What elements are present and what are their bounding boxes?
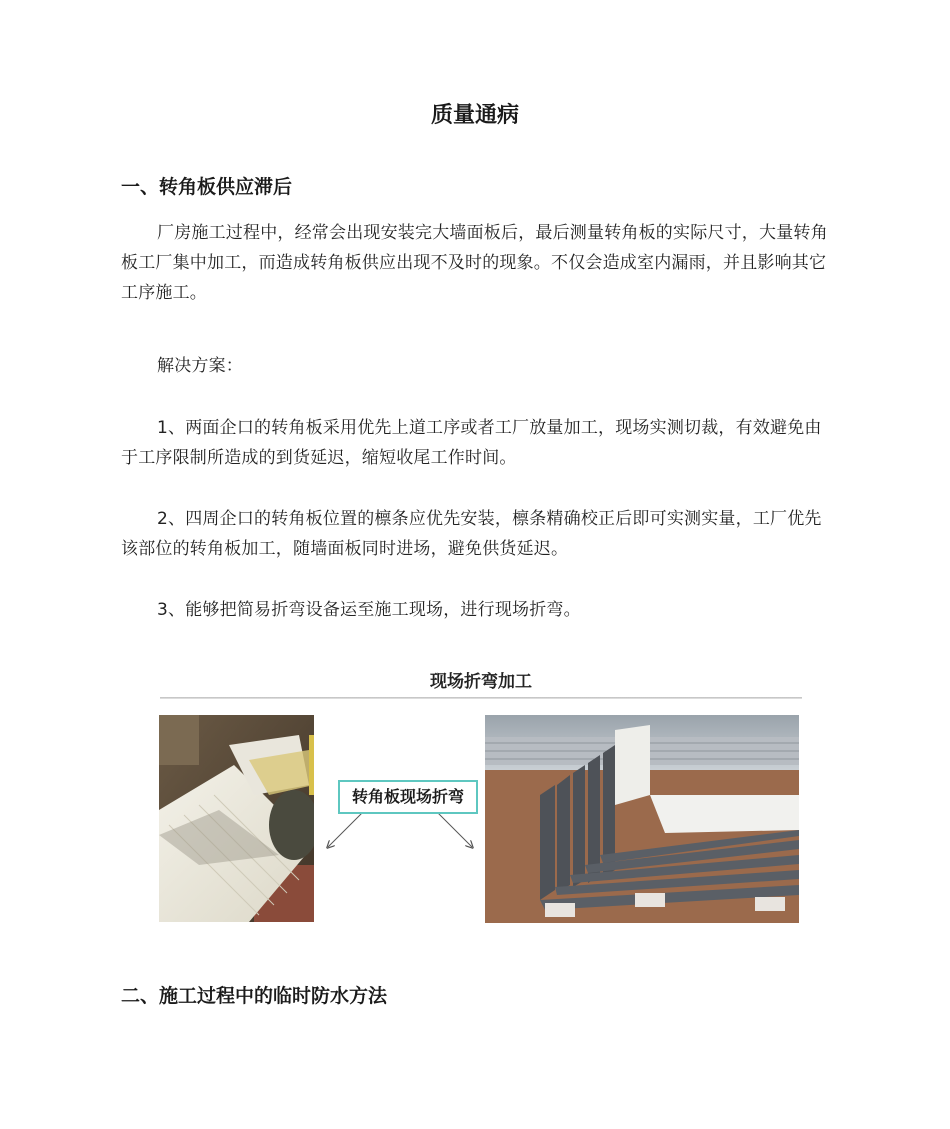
figure-caption: 现场折弯加工	[430, 672, 532, 692]
figure-divider	[160, 697, 802, 699]
solution-item-3: 3、能够把简易折弯设备运至施工现场，进行现场折弯。	[157, 600, 581, 620]
solution-item-2: 2、四周企口的转角板位置的檩条应优先安装，檩条精确校正后即可实测实量，工厂优先该部位的转角板加工，随墙面板同时进场，避免供货延迟。	[121, 509, 822, 559]
section-2-heading: 二、施工过程中的临时防水方法	[121, 985, 388, 1007]
intro-paragraph: 厂房施工过程中，经常会出现安装完大墙面板后，最后测量转角板的实际尺寸，大量转角板工厂集中加工，而造成转角板供应出现不及时的现象。不仅会造成室内漏雨，并且影响其它工序施工。	[121, 223, 828, 303]
section-1-heading: 一、转角板供应滞后	[121, 176, 293, 198]
callout-label: 转角板现场折弯	[338, 780, 478, 814]
page-title: 质量通病	[430, 103, 519, 128]
left-site-photo	[159, 715, 314, 922]
right-site-photo	[485, 715, 799, 923]
solution-label: 解决方案：	[157, 356, 243, 376]
solution-item-1: 1、两面企口的转角板采用优先上道工序或者工厂放量加工，现场实测切裁，有效避免由于工序限制所造成的到货延迟，缩短收尾工作时间。	[121, 418, 822, 468]
